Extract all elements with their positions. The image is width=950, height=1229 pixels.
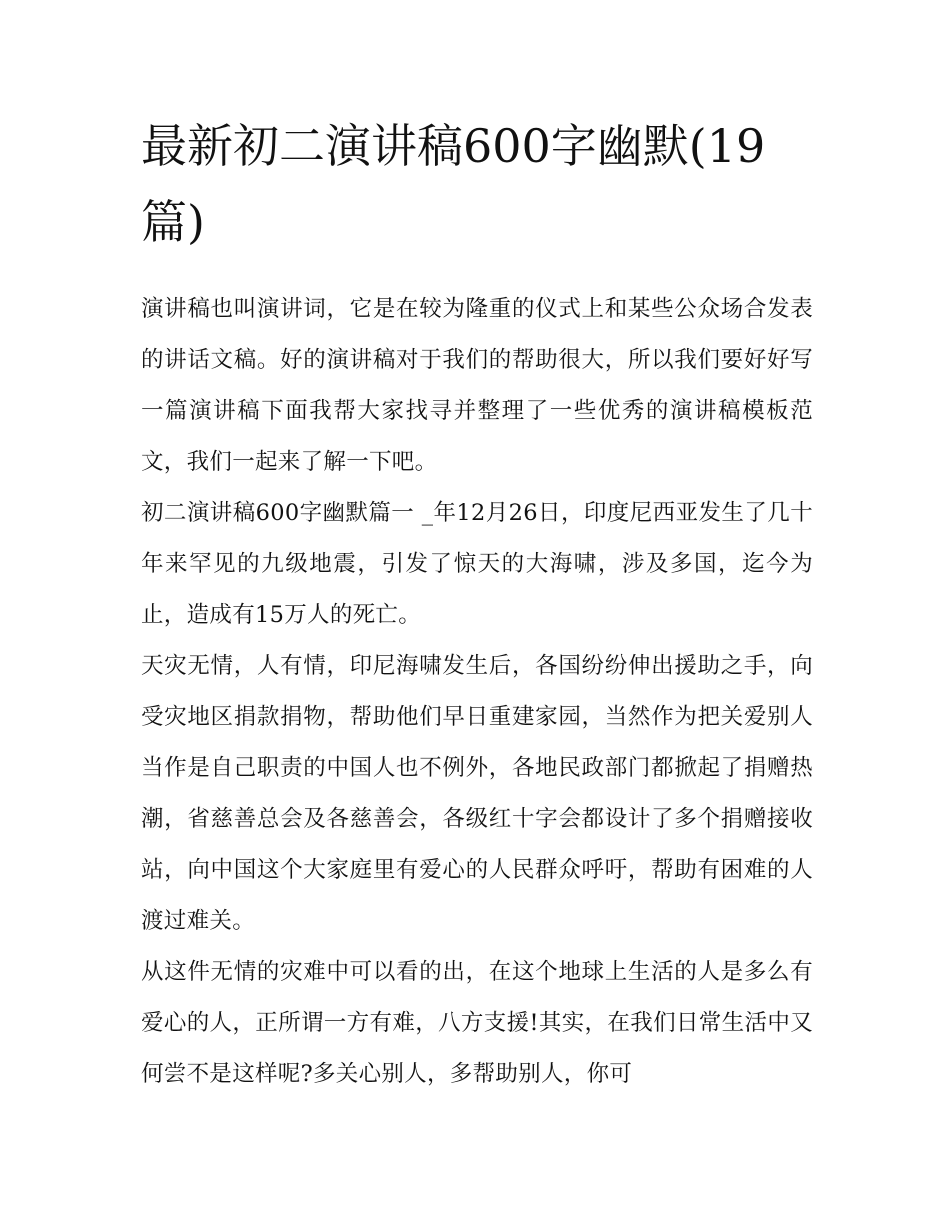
- paragraph-3: 从这件无情的灾难中可以看的出，在这个地球上生活的人是多么有爱心的人，正所谓一方有难，八方支援!其实，在我们日常生活中又何尝不是这样呢?多关心别人，多帮助别人，你可: [141, 959, 813, 1087]
- paragraph-1: 初二演讲稿600字幽默篇一 _年12月26日，印度尼西亚发生了几十年来罕见的九级地震，引发了惊天的大海啸，涉及多国，迄今为止，造成有15万人的死亡。: [141, 500, 813, 628]
- document-body: [141, 284, 813, 1100]
- document-title: 最新初二演讲稿600字幽默(19篇): [141, 119, 766, 249]
- paragraph-2: 天灾无情，人有情，印尼海啸发生后，各国纷纷伸出援助之手，向受灾地区捐款捐物，帮助他们早日重建家园，当然作为把关爱别人当作是自己职责的中国人也不例外，各地民政部门都掀起了捐赠热潮，省慈善总会及各慈善会，各级红十字会都设计了多个捐赠接收站，向中国这个大家庭里有爱心的人民群众呼吁，帮助有困难的人渡过难关。: [141, 653, 813, 934]
- paragraph-intro: 演讲稿也叫演讲词，它是在较为隆重的仪式上和某些公众场合发表的讲话文稿。好的演讲稿对于我们的帮助很大，所以我们要好好写一篇演讲稿下面我帮大家找寻并整理了一些优秀的演讲稿模板范文，我们一起来了解一下吧。: [141, 296, 813, 475]
- document-page: [141, 108, 813, 1100]
